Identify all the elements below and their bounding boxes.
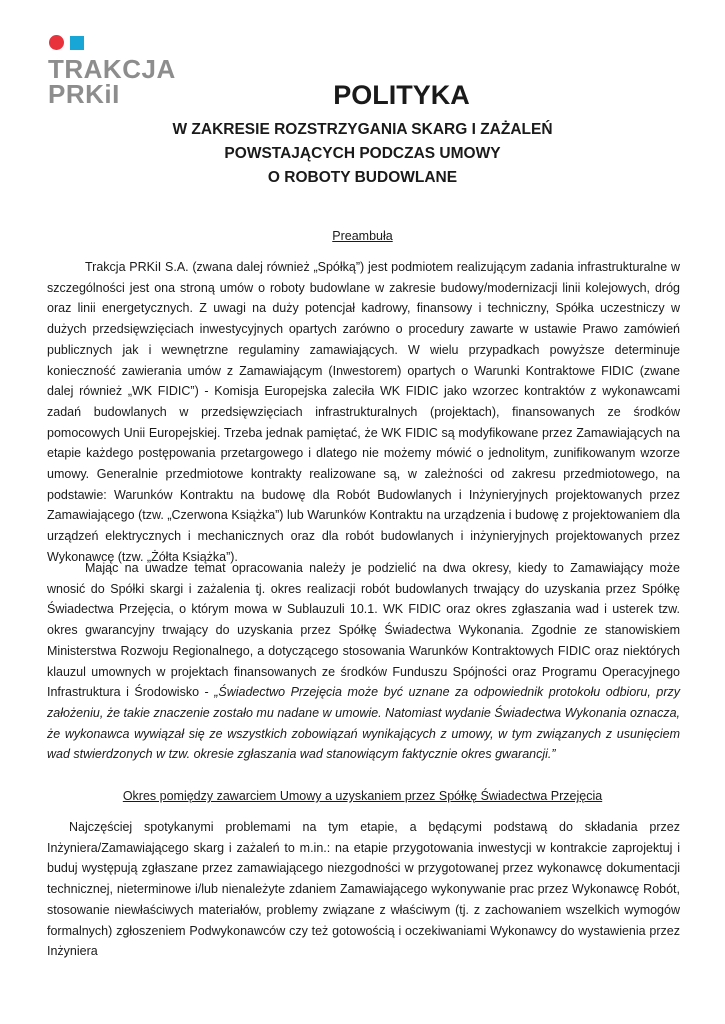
paragraph-text: Trakcja PRKiI S.A. (zwana dalej również „Spółką”) jest podmiotem realizującym zadania infrastrukturalne w szczególności jest ona stroną umów o roboty budowlane w zakresie budowy/modernizacji linii kolejowych, dróg oraz linii energetycznych. Z uwagi na duży potencjał kadrowy, finansowy i techniczny, Spółka uczestniczy w dużych przedsięwzięciach inwestycyjnych opartych zarówno o procedury zawarte w ustawie Prawo zamówień publicznych jak i wewnętrzne regulaminy zamawiających. W wielu przypadkach powyższe determinuje konieczność zawierania umów z Zamawiającym (Inwestorem) opartych o Warunki Kontraktowe FIDIC (zwane dalej również „WK FIDIC”) - Komisja Europejska zaleciła WK FIDIC jako wzorzec kontraktów z wykonawcami zadań budowlanych w przedsięwzięciach infrastrukturalnych (projektach), finansowanych ze środków pomocowych Unii Europejskiej. Trzeba jednak pamiętać, że WK FIDIC są modyfikowane przez Zamawiających na etapie każdego postępowania przetargowego i dlatego nie możemy mówić o jednolitym, zunifikowanym wzorze umowy. Generalnie przedmiotowe kontrakty realizowane są, w zależności od zakresu przedmiotowego, na podstawie: Warunków Kontraktu na budowę dla Robót Budowlanych i Inżynieryjnych projektowanych przez Zamawiającego (tzw. „Czerwona Książka”) lub Warunków Kontraktu na urządzenia i budowę z projektowaniem dla urządzeń elektrycznych i mechanicznych oraz dla robót budowlanych i inżynieryjnych projektowanych przez Wykonawcę (tzw. „Żółta Książka”). [47, 260, 680, 564]
preamble-paragraph-2 [47, 558, 680, 765]
logo-blue-square [70, 36, 84, 50]
subtitle-line-2: POWSTAJĄCYCH PODCZAS UMOWY [224, 145, 501, 162]
section-heading: Okres pomiędzy zawarciem Umowy a uzyskaniem przez Spółkę Świadectwa Przejęcia [122, 789, 603, 803]
document-title: POLITYKA [333, 80, 470, 110]
logo-mark [49, 35, 198, 50]
paragraph-text: Najczęściej spotykanymi problemami na tym etapie, a będącymi podstawą do składania przez Inżyniera/Zamawiającego skarg i zażaleń to m.in.: na etapie przygotowania inwestycji w kontrakcie zaprojektuj i buduj występują zgłaszane przez zamawiającego niezgodności w przygotowanej przez wykonawcę dokumentacji technicznej, nieterminowe i/lub nienależyte zdaniem Zamawiającego wykonywanie prac przez Wykonawcę Robót, stosowanie niewłaściwych materiałów, problemy związane z właściwym (tj. z zachowaniem wszelkich wymogów formalnych) zgłoszeniem Podwykonawców czy też gotowością i oczekiwaniami Wykonawcy do wystawienia przez Inżyniera [47, 820, 680, 959]
preamble-paragraph-1 [47, 257, 680, 568]
paragraph-text: Mając na uwadze temat opracowania należy je podzielić na dwa okresy, kiedy to Zamawiający może wnosić do Spółki skargi i zażalenia tj. okres realizacji robót budowlanych trwający do uzyskania przez Spółkę Świadectwa Przejęcia, o którym mowa w Sublauzuli 10.1. WK FIDIC oraz okres zgłaszania wad i usterek tzw. okres gwarancyjny trwający do uzyskania przez Spółkę Świadectwa Wykonania. Zgodnie ze stanowiskiem Ministerstwa Rozwoju Regionalnego, a dotyczącego stosowania Warunków Kontraktowych FIDIC oraz niektórych klauzul umownych w projektach finansowanych ze środków Funduszu Spójności oraz Programu Operacyjnego Infrastruktura i Środowisko - [47, 561, 680, 700]
ministry-quote: „Świadectwo Przejęcia może być uznane za odpowiednik protokołu odbioru, przy założeniu, że takie znaczenie zostało mu nadane w umowie. Natomiast wydanie Świadectwa Wykonania oznacza, że wykonawca wywiązał się ze wszystkich zobowiązań wynikających z umowy, w tym związanych z usunięciem wad stwierdzonych w tzw. okresie zgłaszania wad stanowiącym faktycznie okres gwarancji.” [47, 685, 680, 762]
logo-line-2: PRKiI [48, 79, 120, 109]
subtitle-line-1: W ZAKRESIE ROZSTRZYGANIA SKARG I ZAŻALEŃ [172, 121, 553, 138]
subtitle-line-3: O ROBOTY BUDOWLANE [267, 169, 458, 186]
section-paragraph [47, 817, 680, 962]
preamble-heading: Preambuła [332, 229, 393, 243]
logo-line-1: TRAKCJA [48, 54, 176, 84]
logo-red-dot [49, 35, 64, 50]
